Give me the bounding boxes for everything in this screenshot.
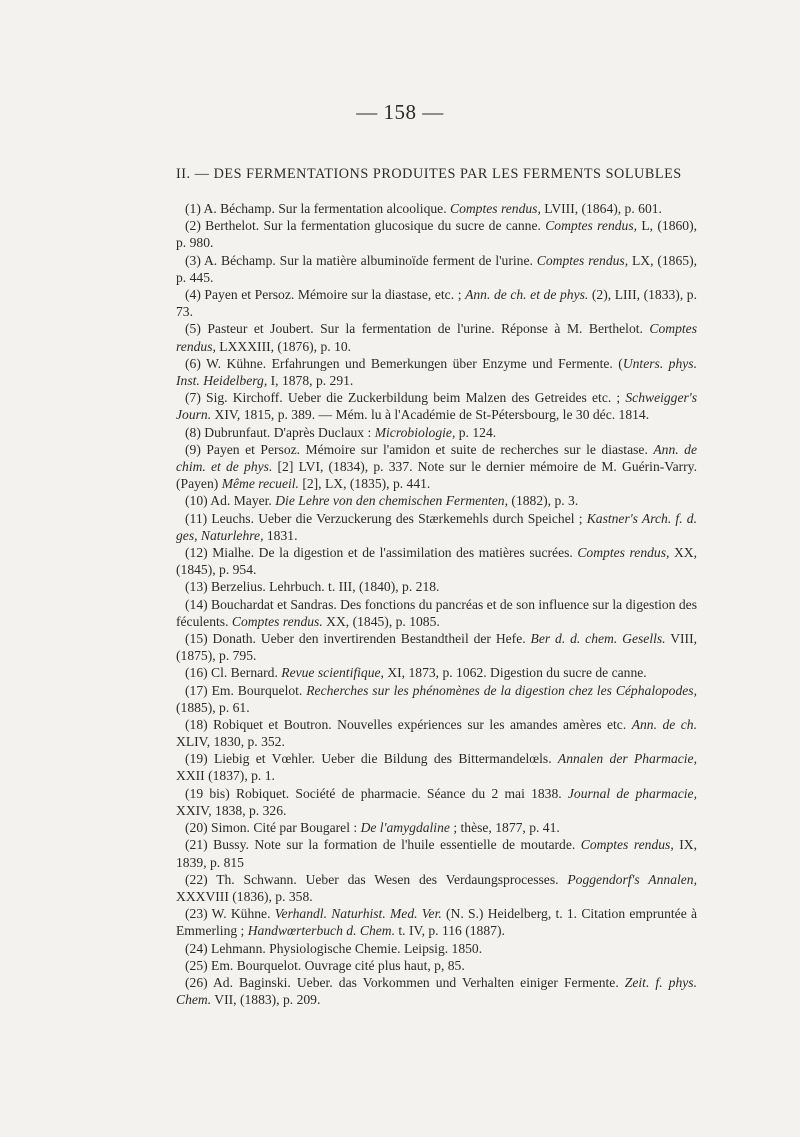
reference-title: Annalen der Pharmacie, xyxy=(557,751,697,767)
reference-entry xyxy=(176,424,697,441)
reference-text: (6) W. Kühne. Erfahrungen und Bemerkungen über Enzyme und Fermente. ( xyxy=(185,355,623,371)
reference-title: Recherches sur les phénomènes de la digestion chez les Céphalopodes, xyxy=(306,682,697,698)
reference-text: (11) Leuchs. Ueber die Verzuckerung des Stærkemehls durch Speichel ; xyxy=(185,510,587,526)
reference-entry xyxy=(176,389,697,423)
reference-entry xyxy=(176,286,697,320)
reference-text: (1885), p. 61. xyxy=(176,699,250,715)
reference-text: (2), LIII, (1833), p. 73. xyxy=(176,287,697,320)
reference-text: (19) Liebig et Vœhler. Ueber die Bildung des Bittermandelœls. xyxy=(185,751,558,767)
reference-list xyxy=(176,200,697,1008)
reference-text: (14) Bouchardat et Sandras. Des fonctions du pancréas et de son influence sur la digestion des féculents. xyxy=(176,596,697,629)
reference-text: (24) Lehmann. Physiologische Chemie. Leipsig. 1850. xyxy=(185,940,483,956)
reference-entry xyxy=(176,750,697,784)
reference-entry xyxy=(176,320,697,354)
reference-entry xyxy=(176,441,697,492)
reference-title: Comptes rendus, xyxy=(450,201,541,216)
reference-text: LX, (1865), p. 445. xyxy=(176,252,697,285)
reference-entry xyxy=(176,682,697,716)
reference-entry xyxy=(176,200,697,217)
reference-entry xyxy=(176,630,697,664)
reference-text: [2], LX, (1835), p. 441. xyxy=(298,476,431,491)
reference-text: ; thèse, 1877, p. 41. xyxy=(449,820,560,836)
reference-text: (26) Ad. Baginski. Ueber. das Vorkommen und Verhalten einiger Fermente. xyxy=(185,975,625,991)
reference-text: (N. S.) Heidelberg, t. 1. Citation empruntée à Emmerling ; xyxy=(176,906,697,939)
reference-title: Ann. de ch. et de phys. xyxy=(465,287,589,303)
reference-text: LXXXIII, (1876), p. 10. xyxy=(215,338,352,354)
reference-text: (12) Mialhe. De la digestion et de l'assimilation des matières sucrées. xyxy=(185,544,578,560)
reference-entry xyxy=(176,252,697,286)
reference-text: VII, (1883), p. 209. xyxy=(211,992,321,1008)
reference-text: (17) Em. Bourquelot. xyxy=(185,682,307,698)
reference-entry xyxy=(176,664,697,681)
reference-entry xyxy=(176,940,697,957)
reference-title: Comptes rendus, xyxy=(536,252,629,268)
reference-entry xyxy=(176,957,697,974)
reference-text: t. IV, p. 116 (1887). xyxy=(395,923,505,939)
reference-text: (16) Cl. Bernard. xyxy=(185,665,282,681)
reference-text: (13) Berzelius. Lehrbuch. t. III, (1840), p. 218. xyxy=(185,579,440,595)
reference-text: XXII (1837), p. 1. xyxy=(176,768,275,784)
reference-title: Poggendorf's Annalen, xyxy=(567,871,697,887)
reference-title: Die Lehre von den chemischen Fermenten, xyxy=(275,493,509,509)
reference-text: (7) Sig. Kirchoff. Ueber die Zuckerbildung beim Malzen des Getreides etc. ; xyxy=(185,390,626,406)
reference-entry xyxy=(176,716,697,750)
reference-title: Verhandl. Naturhist. Med. Ver. xyxy=(274,906,442,922)
reference-entry xyxy=(176,578,697,595)
reference-text: LVIII, (1864), p. 601. xyxy=(540,201,662,216)
reference-title: Comptes rendus, xyxy=(577,544,670,560)
reference-entry xyxy=(176,544,697,578)
reference-text: XXXVIII (1836), p. 358. xyxy=(176,888,313,904)
reference-title: Ann. de chim. et de phys. xyxy=(176,441,697,474)
reference-text: XXIV, 1838, p. 326. xyxy=(176,802,287,818)
reference-title: Comptes rendus, xyxy=(176,321,697,354)
reference-text: L, (1860), p. 980. xyxy=(176,218,698,251)
reference-text: (4) Payen et Persoz. Mémoire sur la diastase, etc. ; xyxy=(185,287,466,303)
reference-title: De l'amygdaline xyxy=(360,820,450,836)
reference-entry xyxy=(176,596,697,630)
reference-title: Comptes rendus, xyxy=(580,837,674,853)
reference-text: (5) Pasteur et Joubert. Sur la fermentation de l'urine. Réponse à M. Berthelot. xyxy=(185,321,650,337)
reference-entry xyxy=(176,217,697,251)
reference-text: [2] LVI, (1834), p. 337. Note sur le dernier mémoire de M. Guérin-Varry. (Payen) xyxy=(176,458,697,491)
page-number: — 158 — xyxy=(356,100,444,124)
section-title: II. — DES FERMENTATIONS PRODUITES PAR LES FERMENTS SOLUBLES xyxy=(176,166,682,182)
reference-text: (8) Dubrunfaut. D'après Duclaux : xyxy=(185,424,375,440)
reference-text: (19 bis) Robiquet. Société de pharmacie. Séance du 2 mai 1838. xyxy=(185,785,568,801)
reference-text: (1882), p. 3. xyxy=(508,493,579,509)
reference-text: (3) A. Béchamp. Sur la matière albuminoïde ferment de l'urine. xyxy=(185,252,537,268)
reference-text: (20) Simon. Cité par Bougarel : xyxy=(185,820,361,836)
reference-title: Unters. phys. Inst. Heidelberg, xyxy=(176,355,697,388)
reference-title: Revue scientifique, xyxy=(281,665,384,681)
reference-title: Handwœrterbuch d. Chem. xyxy=(247,923,395,939)
reference-text: (2) Berthelot. Sur la fermentation glucosique du sucre de canne. xyxy=(185,218,546,234)
reference-entry xyxy=(176,905,697,939)
reference-title: Zeit. f. phys. Chem. xyxy=(176,975,697,1008)
reference-title: Schweigger's Journ. xyxy=(176,390,697,423)
reference-text: (1) A. Béchamp. Sur la fermentation alcoolique. xyxy=(185,201,450,216)
reference-entry xyxy=(176,871,697,905)
reference-text: IX, 1839, p. 815 xyxy=(176,837,697,870)
reference-text: (21) Bussy. Note sur la formation de l'huile essentielle de moutarde. xyxy=(185,837,581,853)
reference-text: VIII, (1875), p. 795. xyxy=(176,630,697,664)
reference-entry xyxy=(176,836,697,870)
reference-entry xyxy=(176,785,697,819)
reference-title: Microbiologie, xyxy=(374,424,456,440)
reference-text: XLIV, 1830, p. 352. xyxy=(176,734,285,750)
reference-title: Ann. de ch. xyxy=(631,717,697,732)
reference-title: Comptes rendus. xyxy=(231,613,323,629)
reference-entry xyxy=(176,510,697,544)
reference-text: (22) Th. Schwann. Ueber das Wesen des Verdaungsprocesses. xyxy=(185,871,568,887)
reference-text: XX, (1845), p. 954. xyxy=(176,544,697,578)
reference-entry xyxy=(176,819,697,836)
reference-title: Kastner's Arch. f. d. ges, Naturlehre, xyxy=(176,510,697,543)
reference-text: (9) Payen et Persoz. Mémoire sur l'amidon et suite de recherches sur le diastase. xyxy=(185,441,654,457)
reference-text: (23) W. Kühne. xyxy=(185,906,275,922)
reference-text: (18) Robiquet et Boutron. Nouvelles expériences sur les amandes amères etc. xyxy=(185,717,632,732)
reference-title: Ber d. d. chem. Gesells. xyxy=(530,630,666,646)
reference-entry xyxy=(176,492,697,509)
reference-text: XIV, 1815, p. 389. — Mém. lu à l'Académie de St-Pétersbourg, le 30 déc. 1814. xyxy=(211,407,650,423)
reference-text: (25) Em. Bourquelot. Ouvrage cité plus haut, p, 85. xyxy=(185,957,465,973)
reference-title: Journal de pharmacie, xyxy=(567,785,697,801)
reference-text: XI, 1873, p. 1062. Digestion du sucre de canne. xyxy=(383,665,647,681)
reference-entry xyxy=(176,355,697,389)
reference-text: 1831. xyxy=(263,527,298,543)
reference-title: Comptes rendus, xyxy=(545,218,638,234)
reference-entry xyxy=(176,974,697,1008)
reference-text: p. 124. xyxy=(455,424,497,440)
reference-text: (10) Ad. Mayer. xyxy=(185,493,276,509)
reference-text: XX, (1845), p. 1085. xyxy=(322,613,440,629)
reference-title: Même recueil. xyxy=(221,476,299,491)
reference-text: (15) Donath. Ueber den invertirenden Bestandtheil der Hefe. xyxy=(185,630,531,646)
reference-text: I, 1878, p. 291. xyxy=(267,372,354,388)
